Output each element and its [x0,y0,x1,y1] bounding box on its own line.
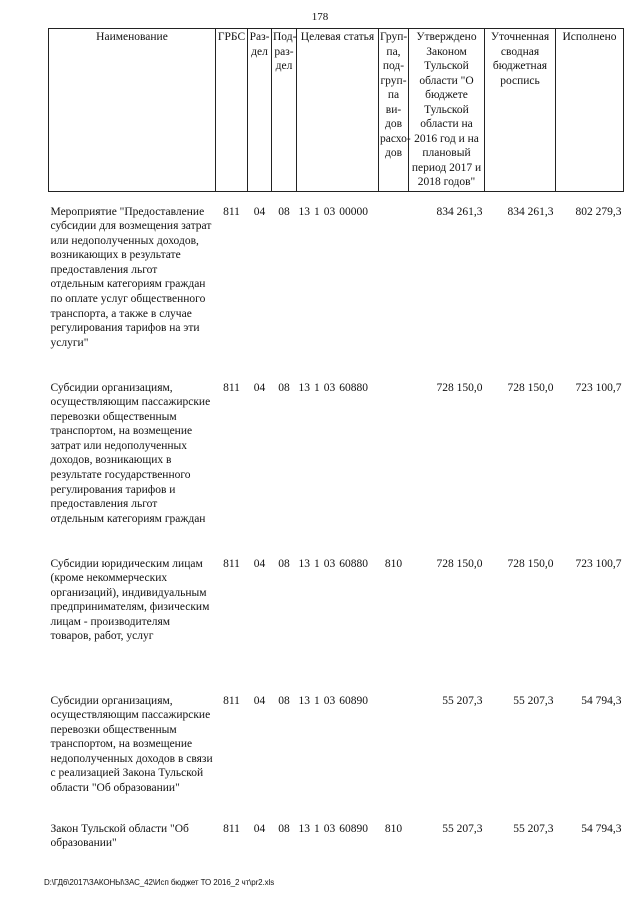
file-path-footer: D:\ГД6\2017\ЗАКОНЫ\ЗАС_42\Исп бюджет ТО 2016_2 чт\pr2.xls [44,878,275,887]
row-razdel: 04 [253,822,266,835]
row-utochnennaya: 728 150,0 [507,381,554,394]
row-grbs: 811 [223,381,240,394]
cs-part-1: 13 [298,557,310,570]
cs-part-1: 13 [298,822,310,835]
table-row [49,822,624,862]
cs-part-3: 03 [323,381,336,394]
cs-part-4: 60880 [339,381,368,394]
cs-part-4: 60880 [339,557,368,570]
row-utochnennaya: 55 207,3 [513,694,554,707]
row-razdel: 04 [253,694,266,707]
row-utverzhdeno: 834 261,3 [436,205,483,218]
row-podrazdel: 08 [278,694,290,707]
cs-part-1: 13 [298,381,310,394]
cs-part-2: 1 [314,205,320,218]
row-podrazdel: 08 [278,205,290,218]
row-name: Субсидии организациям, осуществляющим пассажирские перевозки общественным транспортом, на возмещение недополученных доходов в связи с реализацией Закона Тульской области "Об образовании" [50,694,213,795]
header-podrazdel: Под-раз-дел [272,29,297,192]
row-grbs: 811 [223,822,240,835]
cs-part-1: 13 [298,205,310,218]
cs-part-3: 03 [323,205,336,218]
header-grbs: ГРБС [216,29,248,192]
row-vid-rashodov [379,381,409,557]
row-podrazdel: 08 [278,557,290,570]
cs-part-2: 1 [314,557,320,570]
cs-part-2: 1 [314,694,320,707]
header-utverzhdeno: Утверждено Законом Тульской области "О бюджете Тульской области на 2016 год и на плановый период 2017 и 2018 годов" [409,29,485,192]
cs-part-4: 60890 [339,822,368,835]
header-ispolneno: Исполнено [556,29,624,192]
row-grbs: 811 [223,205,240,218]
row-vid-rashodov [379,191,409,381]
table-header-row [49,29,624,192]
row-celevaya-statya [297,694,379,822]
row-celevaya-statya [297,191,379,381]
row-utochnennaya: 834 261,3 [507,205,554,218]
row-utverzhdeno: 55 207,3 [442,822,483,835]
page-number: 178 [311,11,329,23]
row-ispolneno: 723 100,7 [575,557,622,570]
row-vid-rashodov: 810 [384,557,403,570]
row-vid-rashodov: 810 [384,822,403,835]
table-row [49,191,624,381]
cs-part-3: 03 [323,694,336,707]
row-utverzhdeno: 728 150,0 [436,381,483,394]
header-utochnennaya-rospis: Уточненная сводная бюджетная роспись [485,29,556,192]
row-name: Мероприятие "Предоставление субсидии для возмещения затрат или недополученных доходов, возникающих в результате предоставления льгот отдельным категориям граждан по оплате услуг общественного транспорта, а также в случае регулирования тарифов на эти услуги" [50,205,212,349]
row-ispolneno: 723 100,7 [575,381,622,394]
row-celevaya-statya [297,822,379,862]
cs-part-2: 1 [314,822,320,835]
header-name: Наименование [49,29,216,192]
row-name: Субсидии юридическим лицам (кроме некоммерческих организаций), индивидуальным предпринимателям, физическим лицам - производителям товаров, работ, услуг [50,557,210,643]
row-ispolneno: 802 279,3 [575,205,622,218]
row-vid-rashodov [379,694,409,822]
table-row [49,694,624,822]
cs-part-4: 00000 [339,205,368,218]
header-celevaya-statya: Целевая статья [297,29,379,192]
row-ispolneno: 54 794,3 [581,822,622,835]
row-grbs: 811 [223,694,240,707]
row-utochnennaya: 55 207,3 [513,822,554,835]
cs-part-4: 60890 [339,694,368,707]
row-celevaya-statya [297,557,379,694]
budget-sheet [48,28,623,862]
row-utverzhdeno: 728 150,0 [436,557,483,570]
row-grbs: 811 [223,557,240,570]
header-gruppa-vidov-rashodov: Груп-па, под-груп-па ви-дов расхо-дов [379,29,409,192]
row-celevaya-statya [297,381,379,557]
cs-part-3: 03 [323,822,336,835]
row-razdel: 04 [253,381,266,394]
row-utochnennaya: 728 150,0 [507,557,554,570]
cs-part-2: 1 [314,381,320,394]
row-razdel: 04 [253,205,266,218]
row-name: Субсидии организациям, осуществляющим пассажирские перевозки общественным транспортом, на возмещение затрат или недополученных доходов, возникающих в результате государственного регулирования тарифов и предоставления льгот отдельным категориям граждан [50,381,211,525]
row-ispolneno: 54 794,3 [581,694,622,707]
cs-part-3: 03 [323,557,336,570]
row-podrazdel: 08 [278,381,290,394]
row-utverzhdeno: 55 207,3 [442,694,483,707]
cs-part-1: 13 [298,694,310,707]
table-row [49,381,624,557]
budget-table [48,28,624,862]
header-razdel: Раз-дел [248,29,272,192]
row-name: Закон Тульской области "Об образовании" [50,822,189,850]
table-row [49,557,624,694]
row-podrazdel: 08 [278,822,290,835]
row-razdel: 04 [253,557,266,570]
